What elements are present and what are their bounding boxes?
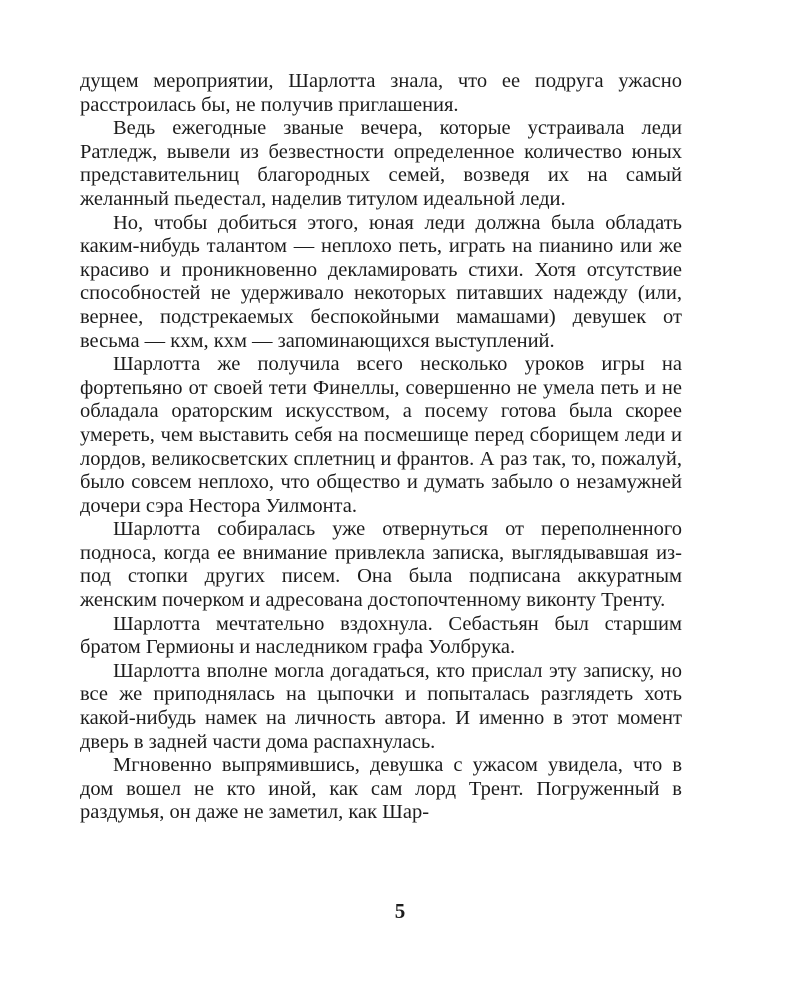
paragraph-3: Но, чтобы добиться этого, юная леди должна была обладать каким-нибудь талантом — неплохо петь, играть на пианино или же красиво и проникновенно декламировать стихи. Хотя отсутствие способностей не удерживало некоторых питавших надежду (или, вернее, подстрекаемых беспокойными мамашами) девушек от весьма — кхм, кхм — запоминающихся выступлений. bbox=[80, 211, 682, 352]
page-body bbox=[80, 70, 682, 825]
paragraph-5: Шарлотта собиралась уже отвернуться от переполненного подноса, когда ее внимание привлекла записка, выглядывавшая из-под стопки других писем. Она была подписана аккуратным женским почерком и адресована достопочтенному виконту Тренту. bbox=[80, 518, 682, 612]
paragraph-2: Ведь ежегодные званые вечера, которые устраивала леди Ратледж, вывели из безвестности определенное количество юных представительниц благородных семей, возведя их на самый желанный пьедестал, наделив титулом идеальной леди. bbox=[80, 117, 682, 210]
page-number: 5 bbox=[394, 899, 406, 923]
paragraph-7: Шарлотта вполне могла догадаться, кто прислал эту записку, но все же приподнялась на цыпочки и попыталась разглядеть хоть какой-нибудь намек на личность автора. И именно в этот момент дверь в задней части дома распахнулась. bbox=[80, 659, 682, 753]
paragraph-8: Мгновенно выпрямившись, девушка с ужасом увидела, что в дом вошел не кто иной, как сам лорд Трент. Погруженный в раздумья, он даже не заметил, как Шар- bbox=[80, 754, 682, 824]
paragraph-6: Шарлотта мечтательно вздохнула. Себастьян был старшим братом Гермионы и наследником графа Уолбрука. bbox=[80, 612, 682, 659]
paragraph-4: Шарлотта же получила всего несколько уроков игры на фортепьяно от своей тети Финеллы, совершенно не умела петь и не обладала ораторским искусством, а посему готова была скорее умереть, чем выставить себя на посмешище перед сборищем леди и лордов, великосветских сплетниц и франтов. А раз так, то, пожалуй, было совсем неплохо, что общество и думать забыло о незамужней дочери сэра Нестора Уилмонта. bbox=[80, 353, 682, 517]
paragraph-1: дущем мероприятии, Шарлотта знала, что ее подруга ужасно расстроилась бы, не получив приглашения. bbox=[80, 70, 682, 116]
